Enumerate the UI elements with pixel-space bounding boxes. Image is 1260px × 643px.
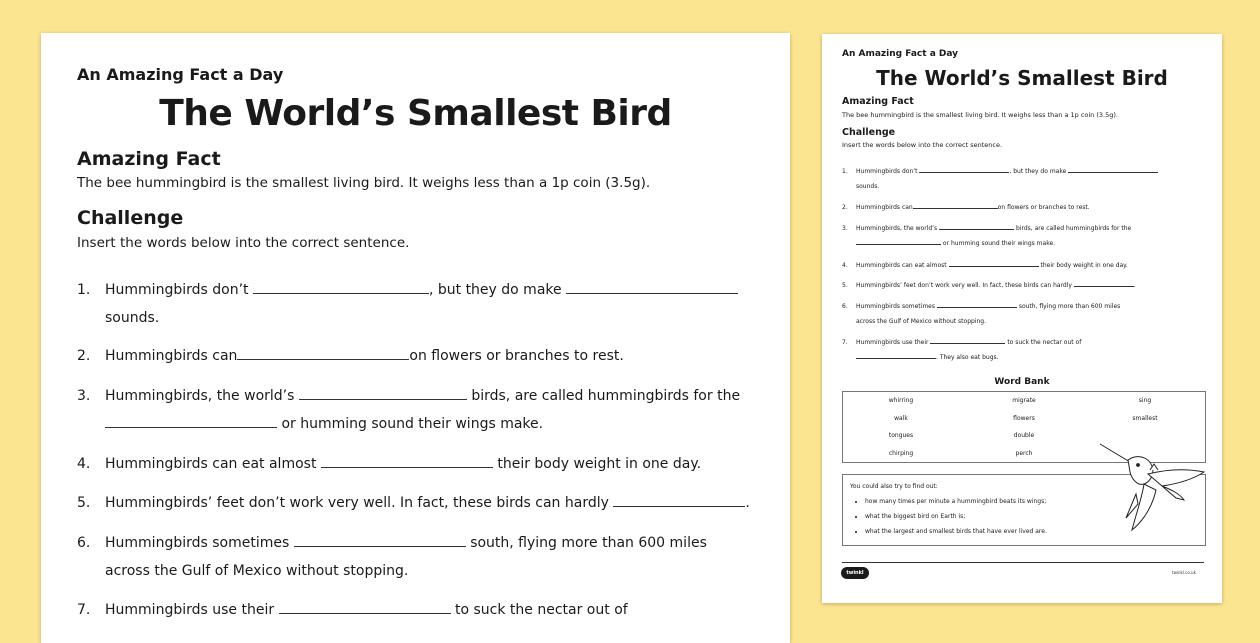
find-out-item: • what the biggest bird on Earth is; xyxy=(865,509,1047,524)
word-bank-item: flowers xyxy=(1013,415,1035,422)
find-out-intro: You could also try to find out: xyxy=(850,483,938,490)
answer-blank[interactable] xyxy=(856,352,936,359)
find-out-item: • how many times per minute a hummingbird beats its wings; xyxy=(865,494,1047,509)
question-1: 1. Hummingbirds don’t , but they do make sounds. xyxy=(842,164,1207,194)
word-bank-title: Word Bank xyxy=(994,377,1050,387)
word-bank-item: tongues xyxy=(888,432,914,439)
question-6: 6. Hummingbirds sometimes south, flying more than 600 miles across the Gulf of Mexico without stopping. xyxy=(77,529,767,585)
question-2: 2. Hummingbirds can on flowers or branches to rest. xyxy=(842,204,1090,211)
fact-heading: Amazing Fact xyxy=(842,96,914,107)
answer-blank[interactable] xyxy=(299,385,467,400)
question-4: 4. Hummingbirds can eat almost their body weight in one day. xyxy=(77,450,767,478)
answer-blank[interactable] xyxy=(1074,280,1134,287)
page-title: The World’s Smallest Bird xyxy=(876,66,1168,90)
answer-blank[interactable] xyxy=(856,238,941,245)
worksheet-page-large xyxy=(41,33,790,643)
fact-text: The bee hummingbird is the smallest living bird. It weighs less than a 1p coin (3.5g). xyxy=(77,175,651,191)
answer-blank[interactable] xyxy=(237,345,409,360)
answer-blank[interactable] xyxy=(253,279,429,294)
question-5: 5. Hummingbirds’ feet don’t work very well. In fact, these birds can hardly . xyxy=(842,282,1136,289)
word-bank-item: smallest xyxy=(1132,415,1158,422)
answer-blank[interactable] xyxy=(566,279,738,294)
answer-blank[interactable] xyxy=(294,532,466,547)
question-7: 7. Hummingbirds use their to suck the nectar out of xyxy=(77,596,767,624)
word-bank-item: double xyxy=(1013,432,1035,439)
word-bank-item: chirping xyxy=(888,450,914,457)
answer-blank[interactable] xyxy=(279,599,451,614)
answer-blank[interactable] xyxy=(937,301,1017,308)
find-out-list xyxy=(851,494,1047,539)
hummingbird-drawing-icon xyxy=(1092,434,1212,544)
question-3: 3. Hummingbirds, the world’s birds, are called hummingbirds for the or humming sound their wings make. xyxy=(842,225,1132,247)
answer-blank[interactable] xyxy=(949,260,1039,267)
question-1: 1. Hummingbirds don’t , but they do make sounds. xyxy=(77,276,767,332)
series-subtitle: An Amazing Fact a Day xyxy=(842,49,959,59)
answer-blank[interactable] xyxy=(939,223,1014,230)
series-subtitle: An Amazing Fact a Day xyxy=(77,65,284,84)
word-bank-item: migrate xyxy=(1012,397,1036,404)
word-bank-item: perch xyxy=(1015,450,1033,457)
question-4: 4. Hummingbirds can eat almost their body weight in one day. xyxy=(842,262,1128,269)
word-bank-item: sing xyxy=(1138,397,1152,404)
footer-url: twinkl.co.uk xyxy=(1172,570,1196,575)
fact-heading: Amazing Fact xyxy=(77,148,221,170)
fact-text: The bee hummingbird is the smallest living bird. It weighs less than a 1p coin (3.5g). xyxy=(842,111,1118,119)
footer-divider xyxy=(842,562,1204,563)
answer-blank[interactable] xyxy=(1068,166,1158,173)
answer-blank[interactable] xyxy=(919,166,1009,173)
question-2: 2. Hummingbirds can on flowers or branches to rest. xyxy=(77,342,767,370)
challenge-heading: Challenge xyxy=(77,207,184,229)
answer-blank[interactable] xyxy=(613,492,745,507)
question-5: 5. Hummingbirds’ feet don’t work very well. In fact, these birds can hardly . xyxy=(77,489,767,517)
find-out-item: • what the largest and smallest birds that have ever lived are. xyxy=(865,524,1047,539)
page-title: The World’s Smallest Bird xyxy=(159,93,672,134)
answer-blank[interactable] xyxy=(321,453,493,468)
word-bank-item: whirring xyxy=(888,397,914,404)
question-6: 6. Hummingbirds sometimes south, flying more than 600 miles across the Gulf of Mexico without stopping. xyxy=(842,303,1121,325)
answer-blank[interactable] xyxy=(930,337,1005,344)
answer-blank[interactable] xyxy=(913,202,998,209)
challenge-text: Insert the words below into the correct sentence. xyxy=(77,235,410,251)
question-3: 3. Hummingbirds, the world’s birds, are called hummingbirds for the or humming sound their wings make. xyxy=(77,382,767,438)
question-7: 7. Hummingbirds use their to suck the nectar out of . They also eat bugs. xyxy=(842,339,1082,361)
answer-blank[interactable] xyxy=(105,413,277,428)
challenge-text: Insert the words below into the correct sentence. xyxy=(842,141,1003,149)
twinkl-logo: twinkl xyxy=(841,567,869,579)
worksheet-page-small xyxy=(822,34,1222,603)
word-bank-item: walk xyxy=(894,415,908,422)
challenge-heading: Challenge xyxy=(842,127,896,138)
